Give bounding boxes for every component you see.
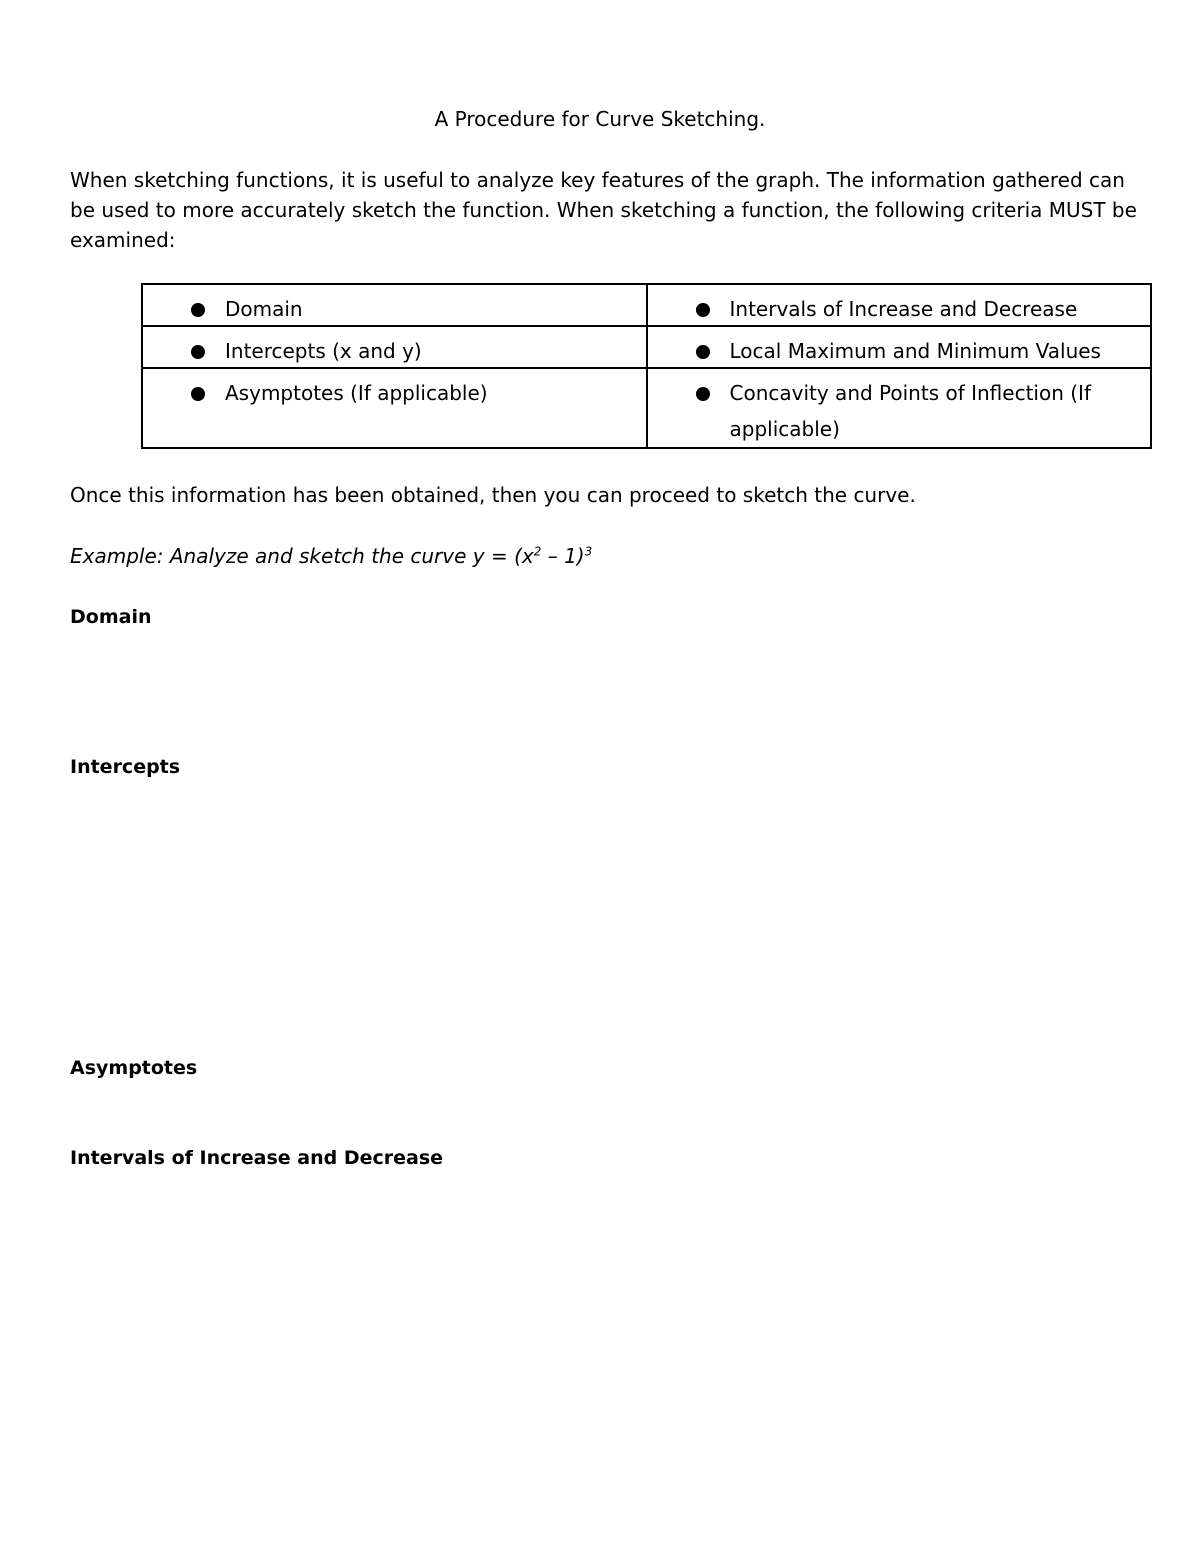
criteria-item: Local Maximum and Minimum Values (729, 339, 1101, 363)
bullet-icon (191, 303, 205, 317)
criteria-item: Intervals of Increase and Decrease (729, 297, 1078, 321)
table-cell (647, 368, 1152, 448)
example-statement (70, 542, 592, 570)
criteria-item: Asymptotes (If applicable) (225, 381, 488, 405)
bullet-icon (696, 303, 710, 317)
table-cell (647, 284, 1152, 326)
page-title: A Procedure for Curve Sketching. (434, 107, 766, 131)
criteria-item: Domain (225, 297, 303, 321)
bullet-icon (696, 387, 710, 401)
example-prefix: Example: Analyze and sketch the curve y = (x (70, 544, 534, 568)
intro-paragraph: When sketching functions, it is useful to analyze key features of the graph. The information gathered can be used to more accurately sketch the function. When sketching a function, the following criteria MUST be examined: (70, 168, 1137, 252)
example-outer-exponent: 3 (584, 544, 593, 559)
example-inner-exponent: 2 (533, 544, 542, 559)
criteria-item: Intercepts (x and y) (225, 339, 422, 363)
section-heading-asymptotes: Asymptotes (70, 1057, 198, 1079)
table-cell (142, 326, 647, 368)
section-heading-domain: Domain (70, 606, 152, 628)
table-cell (142, 284, 647, 326)
section-heading-intercepts: Intercepts (70, 756, 181, 778)
bullet-icon (191, 345, 205, 359)
table-row (142, 368, 1151, 448)
criteria-item: Concavity and Points of Inflection (If applicable) (729, 381, 1091, 441)
table-row (142, 284, 1151, 326)
table-row (142, 326, 1151, 368)
once-paragraph: Once this information has been obtained, then you can proceed to sketch the curve. (70, 483, 916, 507)
bullet-icon (191, 387, 205, 401)
section-heading-intervals: Intervals of Increase and Decrease (70, 1147, 444, 1169)
example-middle: – 1) (541, 544, 585, 568)
table-cell (142, 368, 647, 448)
bullet-icon (696, 345, 710, 359)
criteria-table (141, 283, 1152, 449)
table-cell (647, 326, 1152, 368)
